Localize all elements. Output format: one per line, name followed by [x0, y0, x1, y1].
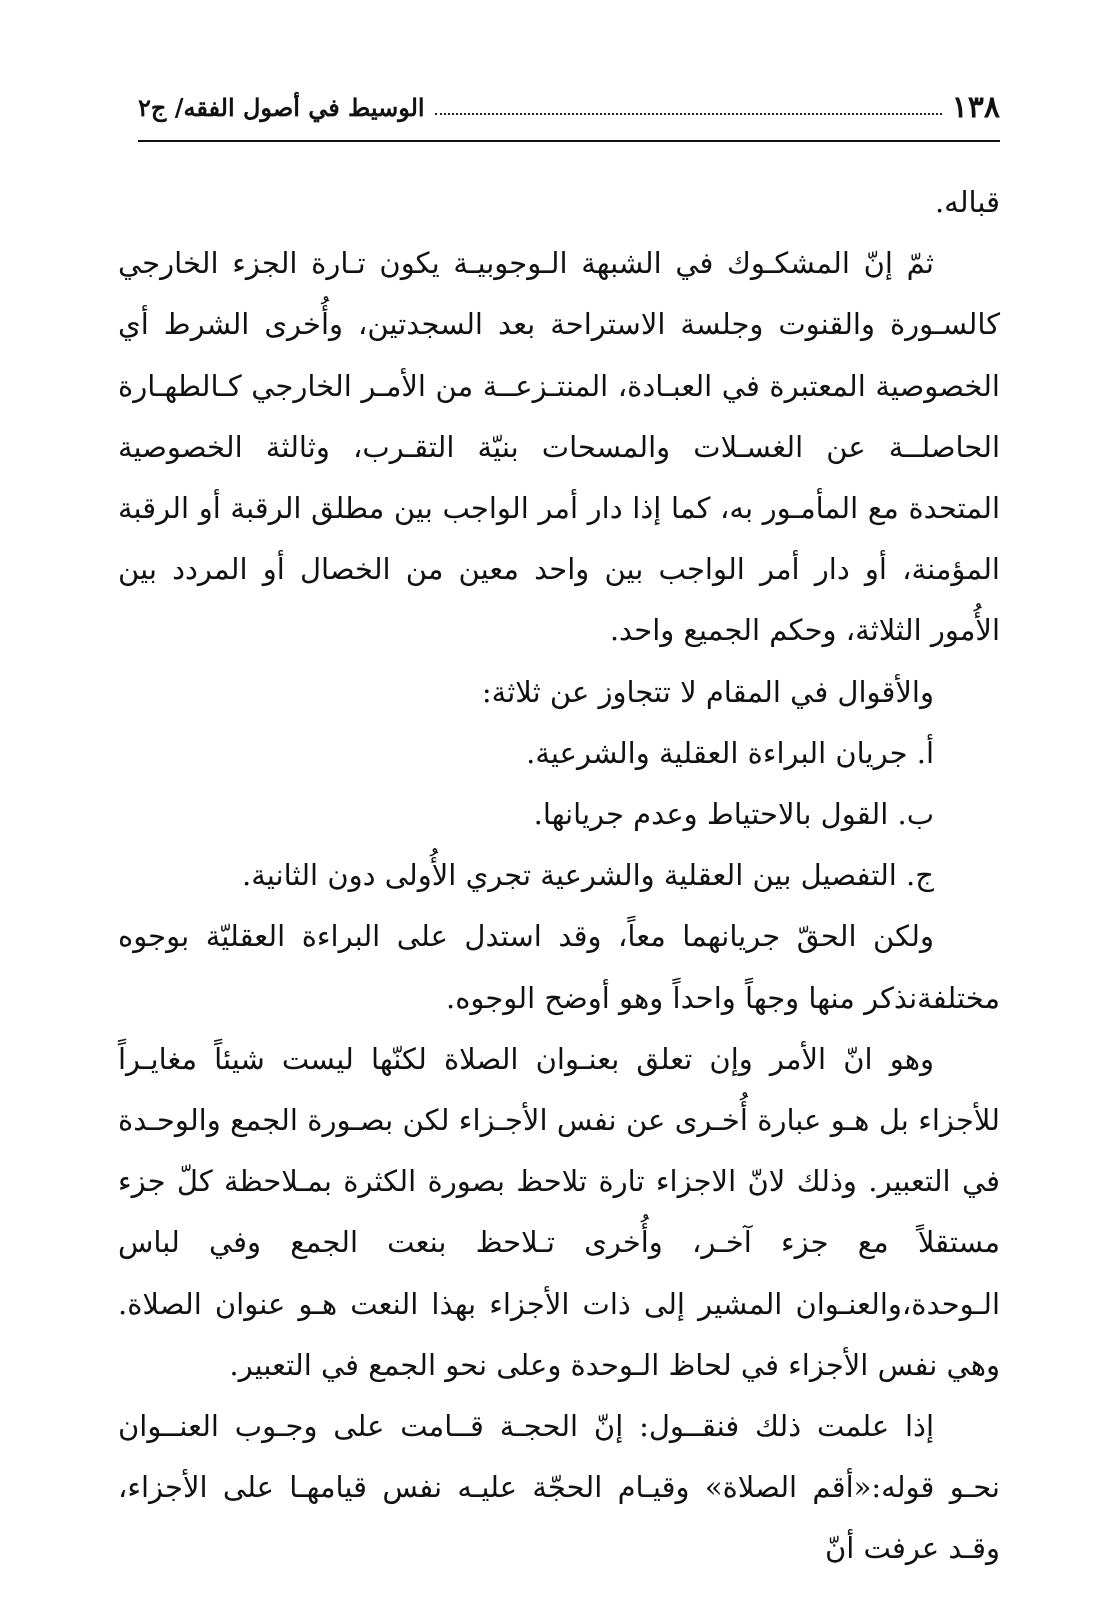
page-header: [138, 82, 1000, 132]
header-dotted-leader: [435, 113, 942, 115]
header-rule: [138, 140, 1000, 142]
paragraph-conclusion: إذا علمت ذلك فنقــول: إنّ الحجـة قــامت على وجـوب العنــوان نحـو قوله:«أقم الصلاة» وقيـام الحجّة عليـه نفس قيامهـا على الأجزاء، وقـد عرفت أنّ: [118, 1409, 1000, 1566]
page-number: ١٣٨: [951, 89, 1000, 125]
list-item-b: ب. القول بالاحتياط وعدم جريانها.: [533, 797, 934, 832]
body-text: [118, 172, 1000, 1580]
paragraph-continuation: قباله.: [934, 185, 1000, 219]
running-title: الوسيط في أصول الفقه/ ج٢: [138, 92, 425, 122]
paragraph-doubtful-cases: ثمّ إنّ المشكـوك في الشبهة الـوجوبيـة يكون تـارة الجزء الخارجي كالسـورة والقنوت وجلسة الاستراحة بعد السجدتين، وأُخرى الشرط أي الخصوصية المعتبرة في العبـادة، المنتـزعــة من الأمـر الخارجي كـالطهـارة الحاصلــة عن الغسـلات والمسحات بنيّة التقـرب، وثالثة الخصوصية المتحدة مع المأمـور به، كما إذا دار أمر الواجب بين مطلق الرقبة أو الرقبة المؤمنة، أو دار أمر الواجب بين واحد معين من الخصال أو المردد بين الأُمور الثلاثة، وحكم الجميع واحد.: [118, 246, 1000, 648]
paragraph-opinions-intro: والأقوال في المقام لا تتجاوز عن ثلاثة:: [481, 674, 934, 709]
list-item-a: أ. جريان البراءة العقلية والشرعية.: [526, 735, 934, 770]
paragraph-correct-view: ولكن الحقّ جريانهما معاً، وقد استدل على البراءة العقليّة بوجوه مختلفةنذكر منها وجهاً واحداً وهو أوضح الوجوه.: [118, 919, 1000, 1015]
list-item-c: ج. التفصيل بين العقلية والشرعية تجري الأُولى دون الثانية.: [242, 858, 934, 893]
paragraph-argument: وهو انّ الأمر وإن تعلق بعنـوان الصلاة لكنّها ليست شيئاً مغايـراً للأجزاء بل هـو عبارة أُخـرى عن نفس الأجـزاء لكن بصـورة الجمع والوحـدة في التعبير. وذلك لانّ الاجزاء تارة تلاحظ بصورة الكثرة بمـلاحظة كلّ جزء مستقلاً مع جزء آخـر، وأُخرى تـلاحظ بنعت الجمع وفي لباس الـوحدة،والعنـوان المشير إلى ذات الأجزاء بهذا النعت هـو عنوان الصلاة. وهي نفس الأجزاء في لحاظ الـوحدة وعلى نحو الجمع في التعبير.: [118, 1041, 1000, 1382]
